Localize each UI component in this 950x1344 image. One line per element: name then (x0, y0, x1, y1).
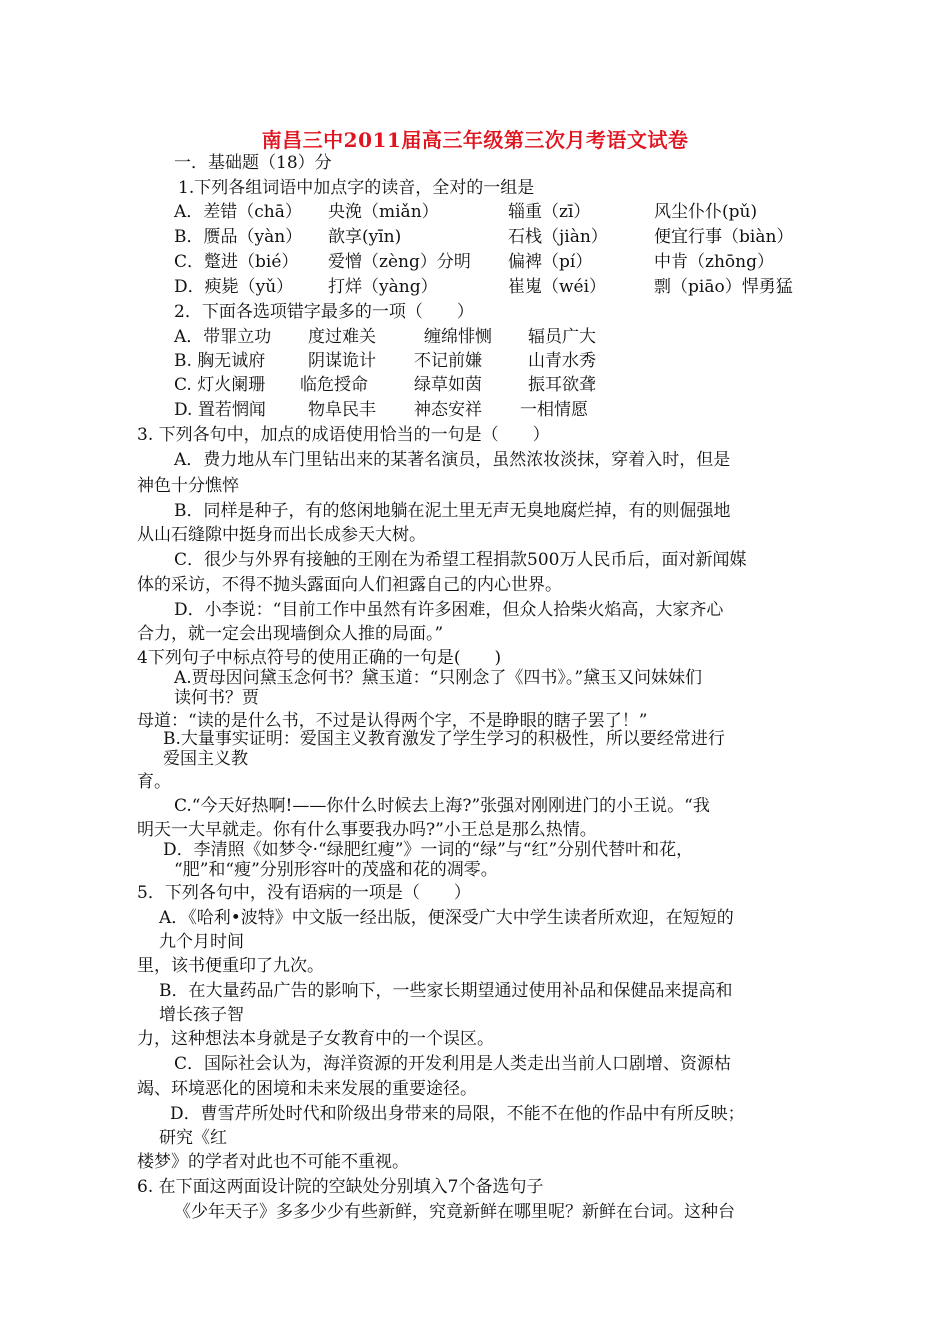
question-6-stem: 6. 在下面这两面设计院的空缺处分别填入7个备选句子 (137, 1177, 544, 1197)
option-text: 石栈（jiàn） (508, 227, 608, 247)
question-4-option-b-cont2: 育。 (137, 772, 171, 792)
question-5-option-d-cont: 研究《红 (159, 1128, 227, 1148)
option-text: 不记前嫌 (414, 351, 482, 371)
option-text: B．赝品（yàn） (174, 227, 303, 247)
question-5-option-a-cont2: 里，该书便重印了九次。 (137, 956, 324, 976)
question-5-stem: 5．下列各句中，没有语病的一项是（ ） (137, 883, 471, 903)
question-3-option-d-cont: 合力，就一定会出现墙倒众人推的局面。” (137, 624, 444, 644)
question-3-option-d: D．小李说：“目前工作中虽然有许多困难，但众人拾柴火焰高，大家齐心 (174, 600, 724, 620)
question-5-option-b-cont2: 力，这种想法本身就是子女教育中的一个误区。 (137, 1029, 494, 1049)
question-6-passage: 《少年天子》多多少少有些新鲜，究竟新鲜在哪里呢？新鲜在台词。这种台 (174, 1202, 735, 1222)
option-text: 绿草如茵 (414, 375, 482, 395)
question-3-option-c: C．很少与外界有接触的王刚在为希望工程捐款500万人民币后，面对新闻媒 (174, 550, 747, 570)
option-text: 爱憎（zèng）分明 (328, 252, 471, 272)
question-5-option-c: C．国际社会认为，海洋资源的开发利用是人类走出当前人口剧增、资源枯 (174, 1054, 732, 1074)
option-text: B. 胸无诚府 (174, 351, 266, 371)
question-3-option-a-cont: 神色十分憔悴 (137, 476, 239, 496)
option-text: 临危授命 (300, 375, 368, 395)
option-text: 阴谋诡计 (308, 351, 376, 371)
option-text: 歆享(yīn) (328, 227, 402, 247)
question-4-option-d-cont: “肥”和“瘦”分别形容叶的茂盛和花的凋零。 (174, 860, 498, 880)
option-text: 缠绵悱恻 (424, 327, 492, 347)
question-4-option-b-cont: 爱国主义教 (163, 749, 248, 769)
question-4-option-a-cont: 读何书？贾 (174, 688, 259, 708)
option-text: 打烊（yàng） (328, 277, 438, 297)
option-text: 辐员广大 (528, 327, 596, 347)
option-text: D．瘐毙（yǔ） (174, 277, 294, 297)
question-4-option-d: D．李清照《如梦令·“绿肥红瘦”》一词的“绿”与“红”分别代替叶和花， (163, 840, 694, 860)
option-text: C．蹩进（bié） (174, 252, 299, 272)
option-text: D. 置若惘闻 (174, 400, 266, 420)
question-5-option-d-cont2: 楼梦》的学者对此也不可能不重视。 (137, 1152, 409, 1172)
option-text: 神态安祥 (414, 400, 482, 420)
option-text: 度过难关 (308, 327, 376, 347)
question-3-option-b-cont: 从山石缝隙中挺身而出长成参天大树。 (137, 525, 426, 545)
option-text: 便宜行事（biàn） (654, 227, 794, 247)
question-5-option-b-cont: 增长孩子智 (159, 1005, 244, 1025)
question-1-stem: 1.下列各组词语中加点字的读音，全对的一组是 (178, 178, 535, 198)
question-5-option-a: A．《哈利•波特》中文版一经出版，便深受广大中学生读者所欢迎，在短短的 (159, 908, 734, 928)
question-4-option-c: C.“今天好热啊!——你什么时候去上海?”张强对刚刚进门的小王说。“我 (174, 796, 710, 816)
option-text: 央浼（miǎn） (328, 202, 439, 222)
option-text: 剽（piāo）悍勇猛 (654, 277, 793, 297)
option-text: 辎重（zī） (508, 202, 591, 222)
question-5-option-d: D．曹雪芹所处时代和阶级出身带来的局限，不能不在他的作品中有所反映； (170, 1104, 745, 1124)
question-4-option-a-cont2: 母道：“读的是什么书，不过是认得两个字，不是睁眼的瞎子罢了！” (137, 711, 648, 731)
option-text: 偏裨（pí） (508, 252, 593, 272)
option-text: C. 灯火阑珊 (174, 375, 266, 395)
section-heading: 一．基础题（18）分 (174, 153, 332, 173)
option-text: 中肯（zhōng） (654, 252, 774, 272)
option-text: A．差错（chā） (174, 202, 302, 222)
option-text: 崔嵬（wéi） (508, 277, 607, 297)
question-2-stem: 2．下面各选项错字最多的一项（ ） (174, 302, 474, 322)
question-4-option-b: B.大量事实证明：爱国主义教育激发了学生学习的积极性，所以要经常进行 (163, 729, 725, 749)
question-3-option-c-cont: 体的采访，不得不抛头露面向人们袒露自己的内心世界。 (137, 575, 562, 595)
question-3-stem: 3. 下列各句中，加点的成语使用恰当的一句是（ ） (137, 425, 550, 445)
question-5-option-a-cont: 九个月时间 (159, 932, 244, 952)
option-text: 一相情愿 (520, 400, 588, 420)
option-text: 山青水秀 (528, 351, 596, 371)
question-5-option-b: B．在大量药品广告的影响下，一些家长期望通过使用补品和保健品来提高和 (159, 981, 733, 1001)
question-3-option-b: B．同样是种子，有的悠闲地躺在泥土里无声无臭地腐烂掉，有的则倔强地 (174, 501, 731, 521)
question-4-option-c-cont: 明天一大早就走。你有什么事要我办吗?”小王总是那么热情。 (137, 820, 597, 840)
question-4-option-a: A.贾母因问黛玉念何书？黛玉道：“只刚念了《四书》。”黛玉又问妹妹们 (174, 668, 703, 688)
option-text: 风尘仆仆(pǔ) (654, 202, 758, 222)
option-text: 振耳欲聋 (528, 375, 596, 395)
option-text: A．带罪立功 (174, 327, 272, 347)
exam-title: 南昌三中2011届高三年级第三次月考语文试卷 (261, 128, 689, 152)
question-5-option-c-cont: 竭、环境恶化的困境和未来发展的重要途径。 (137, 1079, 477, 1099)
option-text: 物阜民丰 (308, 400, 376, 420)
question-3-option-a: A．费力地从车门里钻出来的某著名演员，虽然浓妆淡抹，穿着入时，但是 (174, 450, 731, 470)
question-4-stem: 4下列句子中标点符号的使用正确的一句是( ) (137, 648, 502, 668)
